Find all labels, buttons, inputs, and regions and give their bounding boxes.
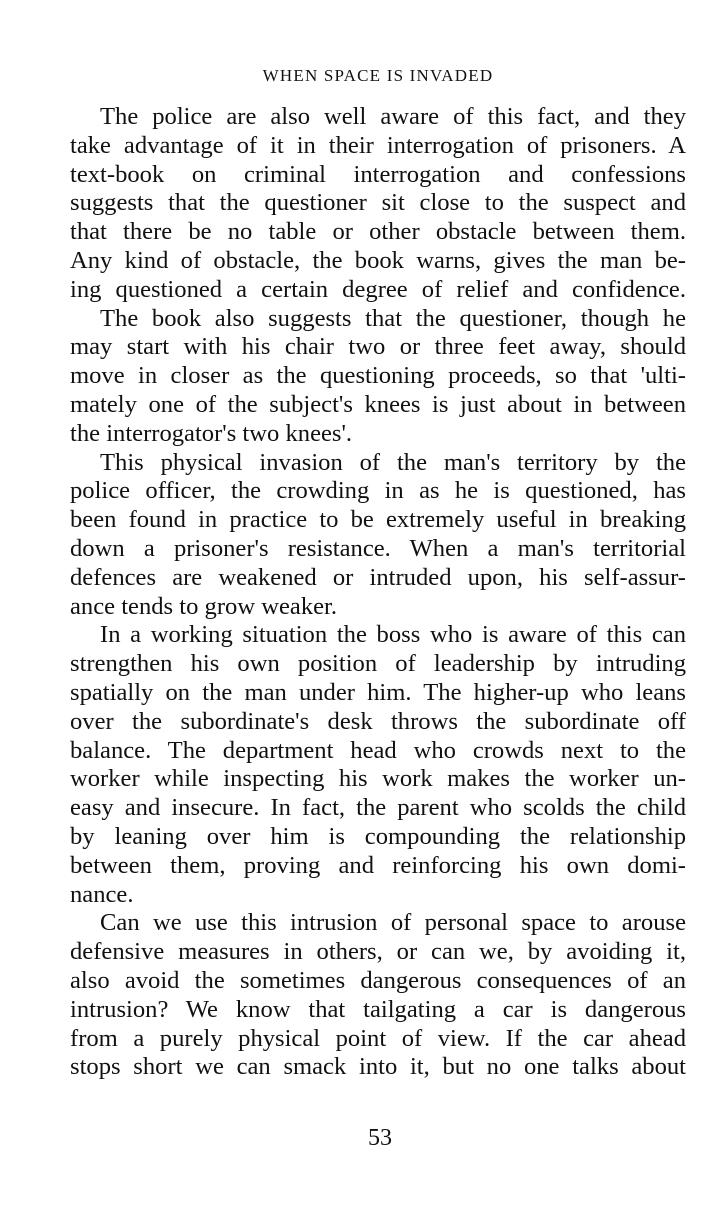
text-line: text-book on criminal interrogation and confessions	[70, 160, 686, 188]
text-line: spatially on the man under him. The higher-up who leans	[70, 678, 686, 706]
running-head: WHEN SPACE IS INVADED	[262, 66, 494, 85]
text-line: that there be no table or other obstacle between them.	[70, 218, 686, 246]
page-number: 53	[368, 1125, 392, 1151]
text-line: nance.	[70, 880, 134, 908]
text-line: defences are weakened or intruded upon, his self-assur-	[70, 563, 686, 591]
body-text	[70, 103, 686, 1082]
text-line: ing questioned a certain degree of relief and confidence.	[70, 275, 686, 303]
text-line: easy and insecure. In fact, the parent who scolds the child	[70, 794, 686, 822]
text-line: The book also suggests that the questioner, though he	[100, 304, 686, 332]
text-line: also avoid the sometimes dangerous consequences of an	[70, 966, 686, 994]
text-line: between them, proving and reinforcing his own domi-	[70, 851, 686, 879]
text-line: the interrogator's two knees'.	[70, 419, 353, 447]
text-line: mately one of the subject's knees is just about in between	[70, 390, 686, 418]
text-line: Can we use this intrusion of personal space to arouse	[100, 909, 686, 937]
text-line: down a prisoner's resistance. When a man's territorial	[70, 534, 686, 562]
text-line: by leaning over him is compounding the relationship	[70, 822, 686, 850]
text-line: over the subordinate's desk throws the subordinate off	[70, 707, 686, 735]
text-line: may start with his chair two or three feet away, should	[70, 333, 686, 361]
text-line: strengthen his own position of leadership by intruding	[70, 650, 686, 678]
text-line: defensive measures in others, or can we, by avoiding it,	[70, 938, 686, 966]
text-line: from a purely physical point of view. If the car ahead	[70, 1024, 686, 1052]
text-line: ance tends to grow weaker.	[70, 592, 338, 620]
text-line: This physical invasion of the man's territory by the	[100, 448, 686, 476]
text-line: worker while inspecting his work makes the worker un-	[70, 765, 686, 793]
text-line: intrusion? We know that tailgating a car is dangerous	[70, 995, 686, 1023]
text-line: balance. The department head who crowds next to the	[70, 736, 686, 764]
text-line: been found in practice to be extremely useful in breaking	[70, 506, 686, 534]
text-line: suggests that the questioner sit close to the suspect and	[70, 189, 686, 217]
text-line: take advantage of it in their interrogation of prisoners. A	[70, 131, 686, 159]
text-line: police officer, the crowding in as he is questioned, has	[70, 477, 686, 505]
text-line: move in closer as the questioning proceeds, so that 'ulti-	[70, 362, 686, 390]
text-line: stops short we can smack into it, but no one talks about	[70, 1053, 686, 1081]
text-line: Any kind of obstacle, the book warns, gives the man be-	[70, 246, 686, 274]
text-line: The police are also well aware of this fact, and they	[100, 103, 686, 130]
text-line: In a working situation the boss who is aware of this can	[100, 621, 686, 649]
